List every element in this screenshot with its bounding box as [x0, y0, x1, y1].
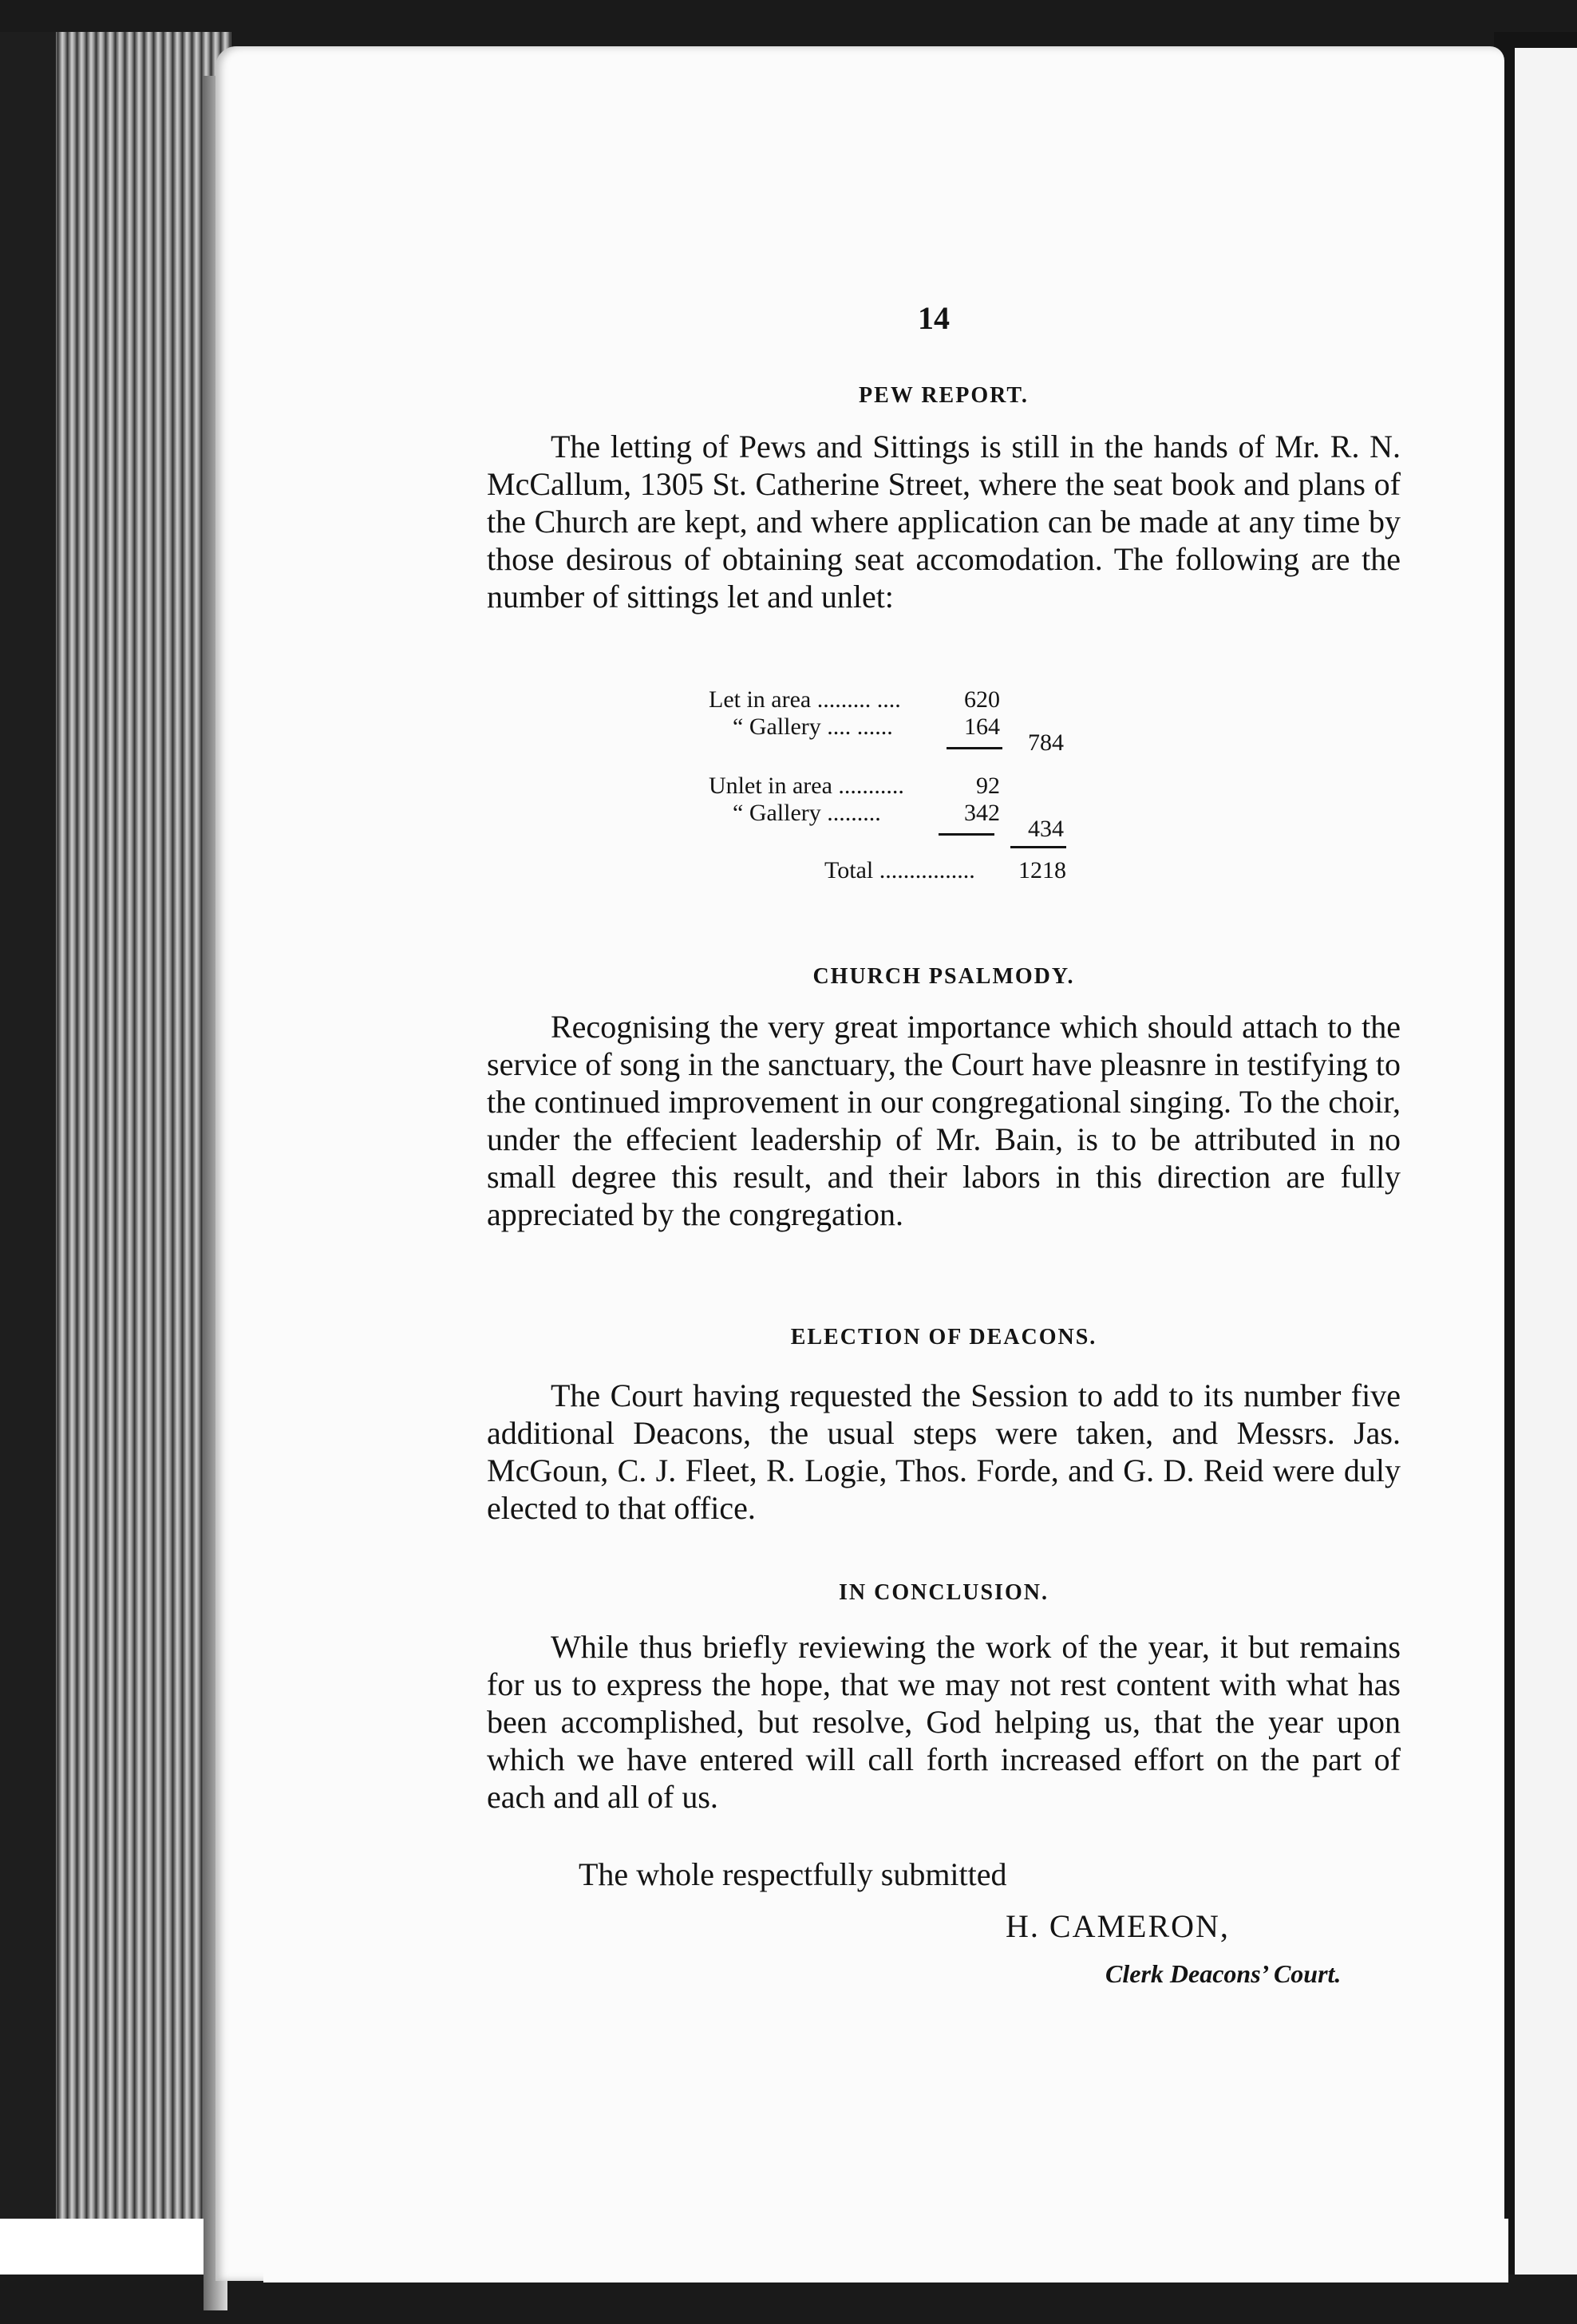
- election-of-deacons-paragraph: The Court having requested the Session to add to its number five additional Deacons, the usual steps were taken, and Messrs. Jas. McGoun, C. J. Fleet, R. Logie, Thos. Forde, and G. D. Reid were duly elected to that office.: [487, 1377, 1401, 1526]
- election-of-deacons-heading: ELECTION OF DEACONS.: [790, 1325, 1097, 1350]
- unlet-gallery-value: 342: [964, 800, 1000, 826]
- in-conclusion-paragraph: While thus briefly reviewing the work of the year, it but remains for us to express the hope, that we may not rest content with what has been accomplished, but resolve, God helping us, that the year upon which we have entered will call forth increased effort on the part of each and all of us.: [487, 1629, 1401, 1815]
- pew-report-heading: PEW REPORT.: [859, 383, 1029, 408]
- signature-name: H. CAMERON,: [1006, 1908, 1230, 1944]
- page-number: 14: [918, 300, 950, 336]
- unlet-area-label: Unlet in area ...........: [709, 773, 904, 799]
- page-bottom-edge: [263, 2219, 1508, 2282]
- church-psalmody-paragraph: Recognising the very great importance which should attach to the service of song in the sanctuary, the Court have pleasnre in testifying to the continued improvement in our congregational singing. To the choir, under the effecient leadership of Mr. Bain, is to be attributed in no small degree this result, and their labors in this direction are fully appreciated by the congregation.: [487, 1009, 1401, 1232]
- total-value: 1218: [1018, 857, 1066, 883]
- unlet-gallery-label: “ Gallery .........: [733, 800, 881, 826]
- signature-title: Clerk Deacons’ Court.: [1105, 1959, 1342, 1988]
- let-subtotal-value: 784: [1028, 729, 1064, 756]
- unlet-area-value: 92: [976, 773, 1000, 799]
- closing-line: The whole respectfully submitted: [579, 1856, 1007, 1892]
- let-area-value: 620: [964, 686, 1000, 713]
- total-rule: [1010, 846, 1066, 848]
- let-gallery-value: 164: [964, 713, 1000, 740]
- facing-page-edge: [1515, 48, 1577, 2324]
- church-psalmody-heading: CHURCH PSALMODY.: [812, 964, 1075, 989]
- let-subtotal-rule: [947, 747, 1002, 749]
- pew-report-paragraph: The letting of Pews and Sittings is still in the hands of Mr. R. N. McCallum, 1305 St. Catherine Street, where the seat book and plans of the Church are kept, and where application can be made at any time by those desirous of obtaining seat accomodation. The following are the number of sittings let and unlet:: [487, 429, 1401, 615]
- in-conclusion-heading: IN CONCLUSION.: [839, 1580, 1049, 1605]
- unlet-subtotal-value: 434: [1028, 816, 1064, 842]
- unlet-subtotal-rule: [939, 833, 994, 836]
- total-label: Total ................: [824, 857, 975, 883]
- let-gallery-label: “ Gallery .... ......: [733, 713, 893, 740]
- let-area-label: Let in area ......... ....: [709, 686, 901, 713]
- book-spine-shadow: [0, 32, 56, 2219]
